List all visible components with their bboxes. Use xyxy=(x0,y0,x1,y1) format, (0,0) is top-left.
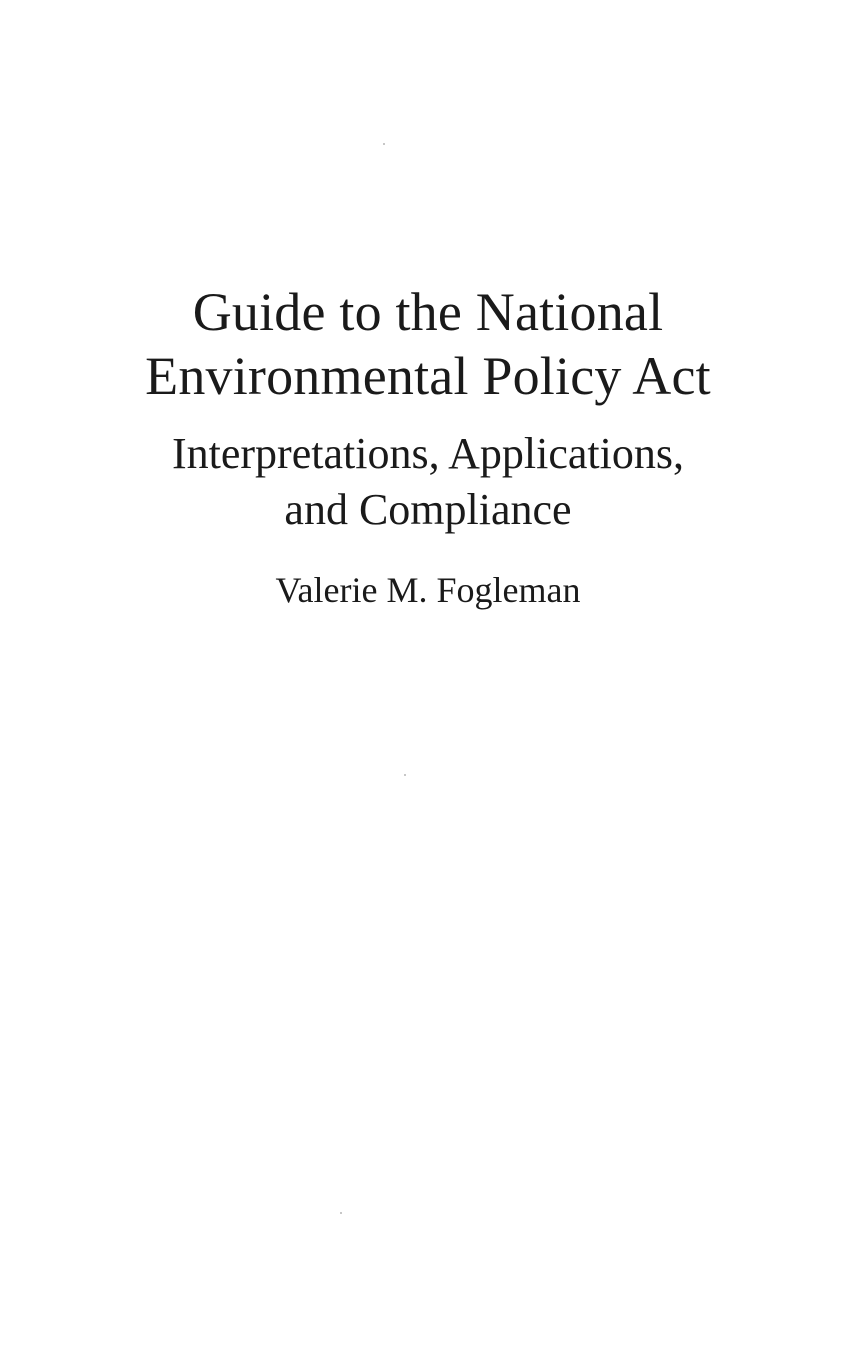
book-subtitle xyxy=(0,426,856,538)
book-subtitle-line-1: Interpretations, Applications, xyxy=(172,429,684,478)
book-author: Valerie M. Fogleman xyxy=(275,570,581,610)
paper-speck xyxy=(404,774,406,776)
book-subtitle-line-2: and Compliance xyxy=(284,485,572,534)
book-title xyxy=(0,280,856,408)
paper-speck xyxy=(383,143,385,145)
paper-speck xyxy=(340,1212,342,1214)
book-title-line-2: Environmental Policy Act xyxy=(145,346,711,406)
book-title-line-1: Guide to the National xyxy=(192,282,664,342)
